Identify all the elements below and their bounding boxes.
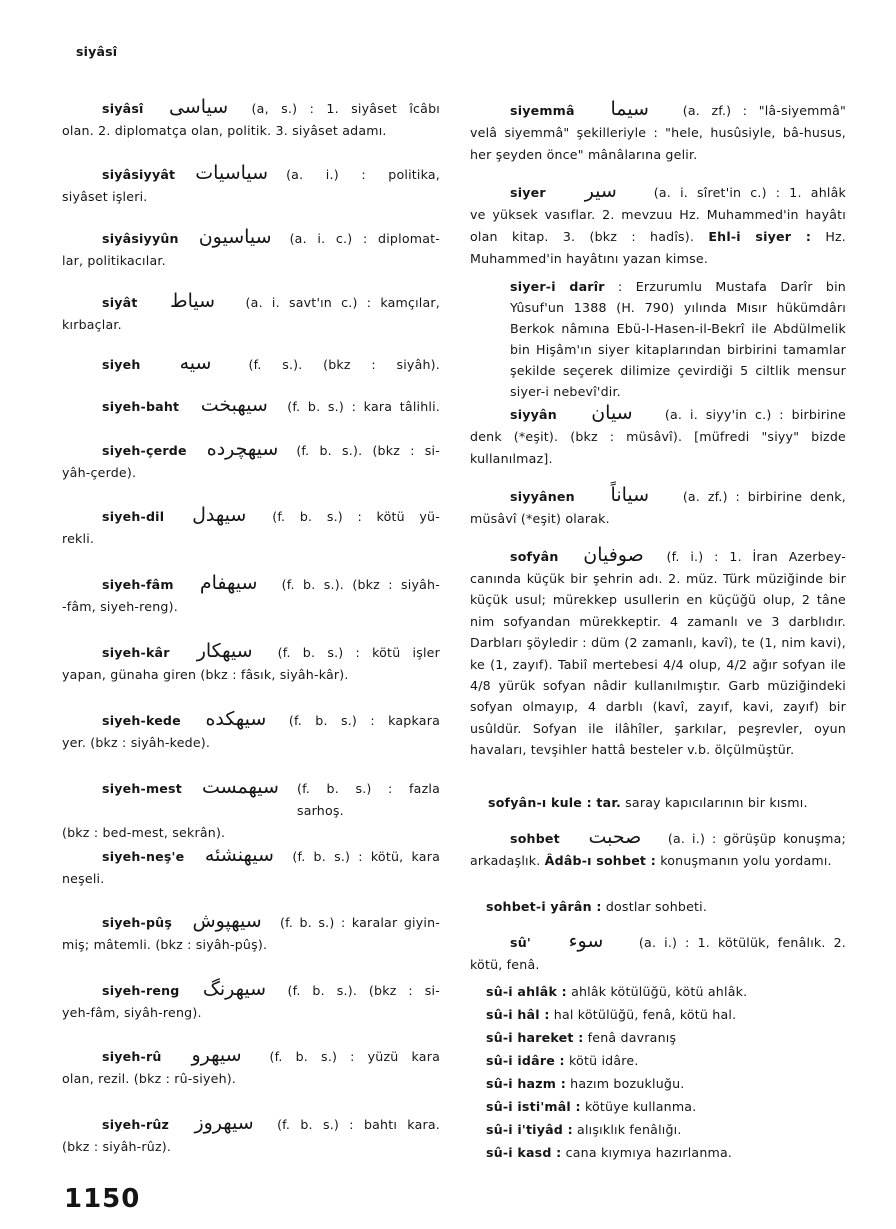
- definition-rest: miş; mâtemli. (bkz : siyâh-pûş).: [62, 937, 268, 952]
- definition-text: kötüye kullanma.: [580, 1099, 697, 1114]
- definition-rest: kırbaçlar.: [62, 317, 122, 332]
- arabic-script: سياسى: [168, 96, 229, 118]
- dictionary-entry: [62, 226, 440, 272]
- definition-start: (a. i. siyy'in c.) : birbirine: [664, 407, 846, 422]
- definition-rest: yer. (bkz : siyâh-kede).: [62, 735, 211, 750]
- arabic-script: سيهفام: [199, 572, 258, 594]
- sub-headword: sû-i i'tiyâd :: [486, 1122, 573, 1137]
- dictionary-entry: [470, 826, 846, 872]
- headword: siyeh-pûş: [102, 915, 173, 930]
- arabic-script: سياسيون: [198, 226, 272, 248]
- arabic-script: سير: [584, 180, 617, 202]
- definition-start: (a. i. savt'ın c.) : kamçılar,: [245, 295, 440, 310]
- dictionary-entry: [62, 1112, 440, 1158]
- definition-text: cana kıymıya hazırlanma.: [561, 1145, 733, 1160]
- arabic-script: سيهبخت: [200, 394, 268, 416]
- headword: siyeh-neş'e: [102, 849, 185, 864]
- arabic-script: سيهروز: [194, 1112, 254, 1134]
- dictionary-entry: [62, 162, 440, 208]
- definition-rest: olan. 2. diplomatça olan, politik. 3. siyâset adamı.: [62, 123, 387, 138]
- headword: siyeh-mest: [102, 781, 182, 796]
- definition-start: (a. i.) : 1. kötülük, fenâlık. 2.: [638, 935, 846, 950]
- definition-text: Hz. Muhammed'in hayâtını yazan kimse.: [470, 229, 847, 266]
- page-number: 1150: [64, 1184, 141, 1214]
- arabic-script: سيهكده: [205, 708, 267, 730]
- definition-start: (f. b. s.) : kötü işler: [277, 645, 440, 660]
- definition-start: (a. i. sîret'in c.) : 1. ahlâk: [653, 185, 846, 200]
- dictionary-entry: [470, 792, 846, 813]
- definition-text: arkadaşlık.: [470, 853, 545, 868]
- headword: siyeh-çerde: [102, 443, 187, 458]
- definition-start: (a. zf.) : birbirine denk,: [682, 489, 846, 504]
- headword: sofyân: [510, 549, 559, 564]
- definition-start: (f. b. s.). (bkz : si-: [296, 443, 440, 458]
- arabic-script: سيهنشئه: [204, 844, 274, 866]
- definition-start: (f. b. s.). (bkz : si-: [287, 983, 440, 998]
- definition-rest: kötü, fenâ.: [470, 957, 540, 972]
- dictionary-entry: [62, 572, 440, 618]
- headword: siyer-i darîr: [510, 279, 605, 294]
- definition-start: (a. zf.) : "lâ-siyemmâ": [682, 103, 846, 118]
- dictionary-entry: [470, 276, 846, 402]
- dictionary-entry: [62, 1044, 440, 1090]
- definition-start: (f. b. s.) : bahtı kara.: [277, 1117, 440, 1132]
- arabic-script: سياسيات: [195, 162, 269, 184]
- dictionary-entry: [62, 438, 440, 484]
- headword: siyeh-kâr: [102, 645, 170, 660]
- sub-headword: sû-i kasd :: [486, 1145, 562, 1160]
- definition-paragraph: [470, 792, 846, 813]
- dictionary-entry: [470, 896, 846, 917]
- headword: siyâsiyyât: [102, 167, 176, 182]
- definition-text: alışıklık fenâlığı.: [572, 1122, 682, 1137]
- headword: siyeh-kede: [102, 713, 181, 728]
- definition-rest: yâh-çerde).: [62, 465, 137, 480]
- headword: siyeh: [102, 357, 141, 372]
- dictionary-entry: [62, 394, 440, 418]
- definition-text: dostlar sohbeti.: [601, 899, 708, 914]
- arabic-script: صحبت: [588, 826, 642, 848]
- arabic-script: سيهمست: [201, 776, 279, 798]
- dictionary-entry: [62, 352, 440, 376]
- sub-headword: sû-i hareket :: [486, 1030, 584, 1045]
- definition-rest: denk (*eşit). (bkz : müsâvî). [müfredi "siyy" bizde kullanılmaz].: [470, 429, 846, 466]
- dictionary-entry: [470, 484, 846, 530]
- definition-text: : Erzurumlu Mustafa Darîr bin Yûsuf'un 1388 (H. 790) yılında Mısır hükümdârı Berkok nâmına Ebü-l-Hasen-il-Bekrî ile Abdülmelik bin Hişâm'ın siyer kitaplarından birbirini tamamlar şekilde seçerek dilimize çevirdiği 5 ciltlik mensur siyer-i nebevî'dir.: [510, 279, 846, 399]
- headword: siyer: [510, 185, 546, 200]
- sub-entry: [486, 1003, 846, 1026]
- definition-start: (f. b. s.) : kapkara: [288, 713, 440, 728]
- definition-start: (f. b. s.). (bkz : siyâh-: [281, 577, 440, 592]
- definition-paragraph: [470, 896, 846, 917]
- arabic-script: سيهرنگ: [202, 978, 267, 1000]
- dictionary-entry: [62, 844, 440, 890]
- definition-start: (a. i.) : görüşüp konuşma;: [667, 831, 846, 846]
- sub-headword: sû-i hâl :: [486, 1007, 550, 1022]
- definition-text: ve yüksek vasıflar. 2. mevzuu Hz. Muhammed'in hayâtı olan kitap. 3. (bkz : hadîs).: [470, 207, 846, 244]
- definition-rest: (bkz : bed-mest, sekrân).: [62, 825, 226, 840]
- definition-rest: [470, 204, 846, 270]
- definition-rest: -fâm, siyeh-reng).: [62, 599, 178, 614]
- headword: siyyânen: [510, 489, 575, 504]
- definition-start: (f. b. s.) : kötü, kara: [292, 849, 440, 864]
- headword: siyeh-baht: [102, 399, 180, 414]
- sub-headword: sû-i ahlâk :: [486, 984, 567, 999]
- definition-start: (f. b. s.) : yüzü kara: [269, 1049, 440, 1064]
- definition-text: saray kapıcılarının bir kısmı.: [620, 795, 808, 810]
- running-header: siyâsî: [76, 44, 118, 59]
- arabic-script: سياط: [170, 290, 216, 312]
- dictionary-entry: [470, 98, 846, 166]
- arabic-script: سيما: [610, 98, 649, 120]
- headword: siyeh-fâm: [102, 577, 174, 592]
- definition-text: hazım bozukluğu.: [565, 1076, 685, 1091]
- arabic-script: سيه: [179, 352, 212, 374]
- headword: siyeh-dil: [102, 509, 165, 524]
- definition-rest: siyâset işleri.: [62, 189, 148, 204]
- dictionary-entry: [470, 544, 846, 761]
- dictionary-entry: [470, 402, 846, 470]
- headword: sû': [510, 935, 531, 950]
- arabic-script: سيهرو: [191, 1044, 242, 1066]
- sub-headword: sû-i isti'mâl :: [486, 1099, 581, 1114]
- definition-text: kötü idâre.: [564, 1053, 639, 1068]
- arabic-script: سيهچرده: [206, 438, 279, 460]
- headword: siyemmâ: [510, 103, 575, 118]
- arabic-script: سيهپوش: [192, 910, 262, 932]
- headword: siyâsiyyûn: [102, 231, 179, 246]
- definition-text: ahlâk kötülüğü, kötü ahlâk.: [566, 984, 748, 999]
- arabic-script: سوء: [568, 930, 604, 952]
- arabic-script: سيان: [591, 402, 633, 424]
- dictionary-entry: [470, 930, 846, 976]
- definition-rest: müsâvî (*eşit) olarak.: [470, 511, 610, 526]
- definition-text: fenâ davranış: [583, 1030, 677, 1045]
- definition-rest: olan, rezil. (bkz : rû-siyeh).: [62, 1071, 237, 1086]
- sub-entry: [486, 980, 846, 1003]
- headword: siyâsî: [102, 101, 144, 116]
- sub-entry: [486, 1049, 846, 1072]
- definition-text: hal kötülüğü, fenâ, kötü hal.: [549, 1007, 737, 1022]
- headword: sofyân-ı kule : tar.: [488, 795, 621, 810]
- sub-headword: sû-i idâre :: [486, 1053, 565, 1068]
- definition-rest: rekli.: [62, 531, 95, 546]
- headword: siyeh-rûz: [102, 1117, 170, 1132]
- dictionary-entry: [62, 776, 440, 844]
- definition-start: (a, s.) : 1. siyâset îcâbı: [251, 101, 440, 116]
- definition-start: (f. b. s.) : karalar giyin-: [280, 915, 440, 930]
- headword: siyeh-reng: [102, 983, 180, 998]
- definition-rest: neşeli.: [62, 871, 105, 886]
- definition-rest: yapan, günaha giren (bkz : fâsık, siyâh-kâr).: [62, 667, 349, 682]
- dictionary-entry: [62, 290, 440, 336]
- dictionary-entry: [470, 180, 846, 270]
- headword: sohbet: [510, 831, 560, 846]
- arabic-script: سيهدل: [192, 504, 247, 526]
- arabic-script: سيهكار: [196, 640, 253, 662]
- sub-entry: [486, 1118, 846, 1141]
- definition-rest: (bkz : siyâh-rûz).: [62, 1139, 172, 1154]
- sub-entry: [486, 1026, 846, 1049]
- sub-headword: sû-i hazm :: [486, 1076, 566, 1091]
- definition-start: (f. s.). (bkz : siyâh).: [248, 357, 440, 372]
- definition-rest: lar, politikacılar.: [62, 253, 166, 268]
- definition-start: (f. b. s.) : kara tâlihli.: [287, 399, 440, 414]
- definition-start: (a. i. c.) : diplomat-: [289, 231, 440, 246]
- sub-entry: [486, 1141, 846, 1164]
- headword: siyyân: [510, 407, 557, 422]
- sub-headword: Ehl-i siyer :: [708, 229, 812, 244]
- definition-text: konuşmanın yolu yordamı.: [655, 853, 832, 868]
- dictionary-entry: [62, 504, 440, 550]
- dictionary-entry: [62, 640, 440, 686]
- definition-rest: [470, 850, 846, 872]
- definition-paragraph: [470, 276, 846, 402]
- sub-entry: [486, 1072, 846, 1095]
- sub-headword: Âdâb-ı sohbet :: [544, 853, 656, 868]
- definition-rest: velâ siyemmâ" şekilleriyle : "hele, husûsiyle, bâ-husus, her şeyden önce" mânâlarına gelir.: [470, 125, 846, 162]
- dictionary-entry: [62, 910, 440, 956]
- dictionary-entry: [62, 708, 440, 754]
- definition-rest: canında küçük bir şehrin adı. 2. müz. Türk müziğinde bir küçük usul; mürekkep usullerin en küçüğü olup, 2 tâne nim sofyandan mürekkeptir. 4 zamanlı ve 3 darblıdır. Darbları şöyledir : düm (2 zamanlı, kavî), te (1, nim kavi), ke (1, zayıf). Tabiî mertebesi 4/4 olup, 4/2 ağır sofyan ile 4/8 yürük sofyan nâdir kullanılmıştır. Garb müziğindeki sofyan olmayıp, 4 darblı (kavî, zayıf, kavi, zayıf) bir usûldür. Sofyan ile ilâhîler, şarkılar, peşrevler, oyun havaları, tevşihler hattâ besteler v.b. ölçülmüştür.: [470, 571, 846, 758]
- arabic-script: سياناً: [610, 484, 650, 506]
- definition-start: (f. i.) : 1. İran Azerbey-: [666, 549, 846, 564]
- arabic-script: صوفيان: [583, 544, 644, 566]
- dictionary-entry: [62, 96, 440, 142]
- definition-start: (f. b. s.) : kötü yü-: [272, 509, 440, 524]
- dictionary-entry: [62, 978, 440, 1024]
- definition-start: (a. i.) : politika,: [286, 167, 440, 182]
- definition-rest: yeh-fâm, siyâh-reng).: [62, 1005, 202, 1020]
- headword: sohbet-i yârân :: [486, 899, 602, 914]
- sub-entry: [486, 1095, 846, 1118]
- headword: siyeh-rû: [102, 1049, 162, 1064]
- headword: siyât: [102, 295, 138, 310]
- definition-start: (f. b. s.) : fazla sarhoş.: [296, 781, 440, 818]
